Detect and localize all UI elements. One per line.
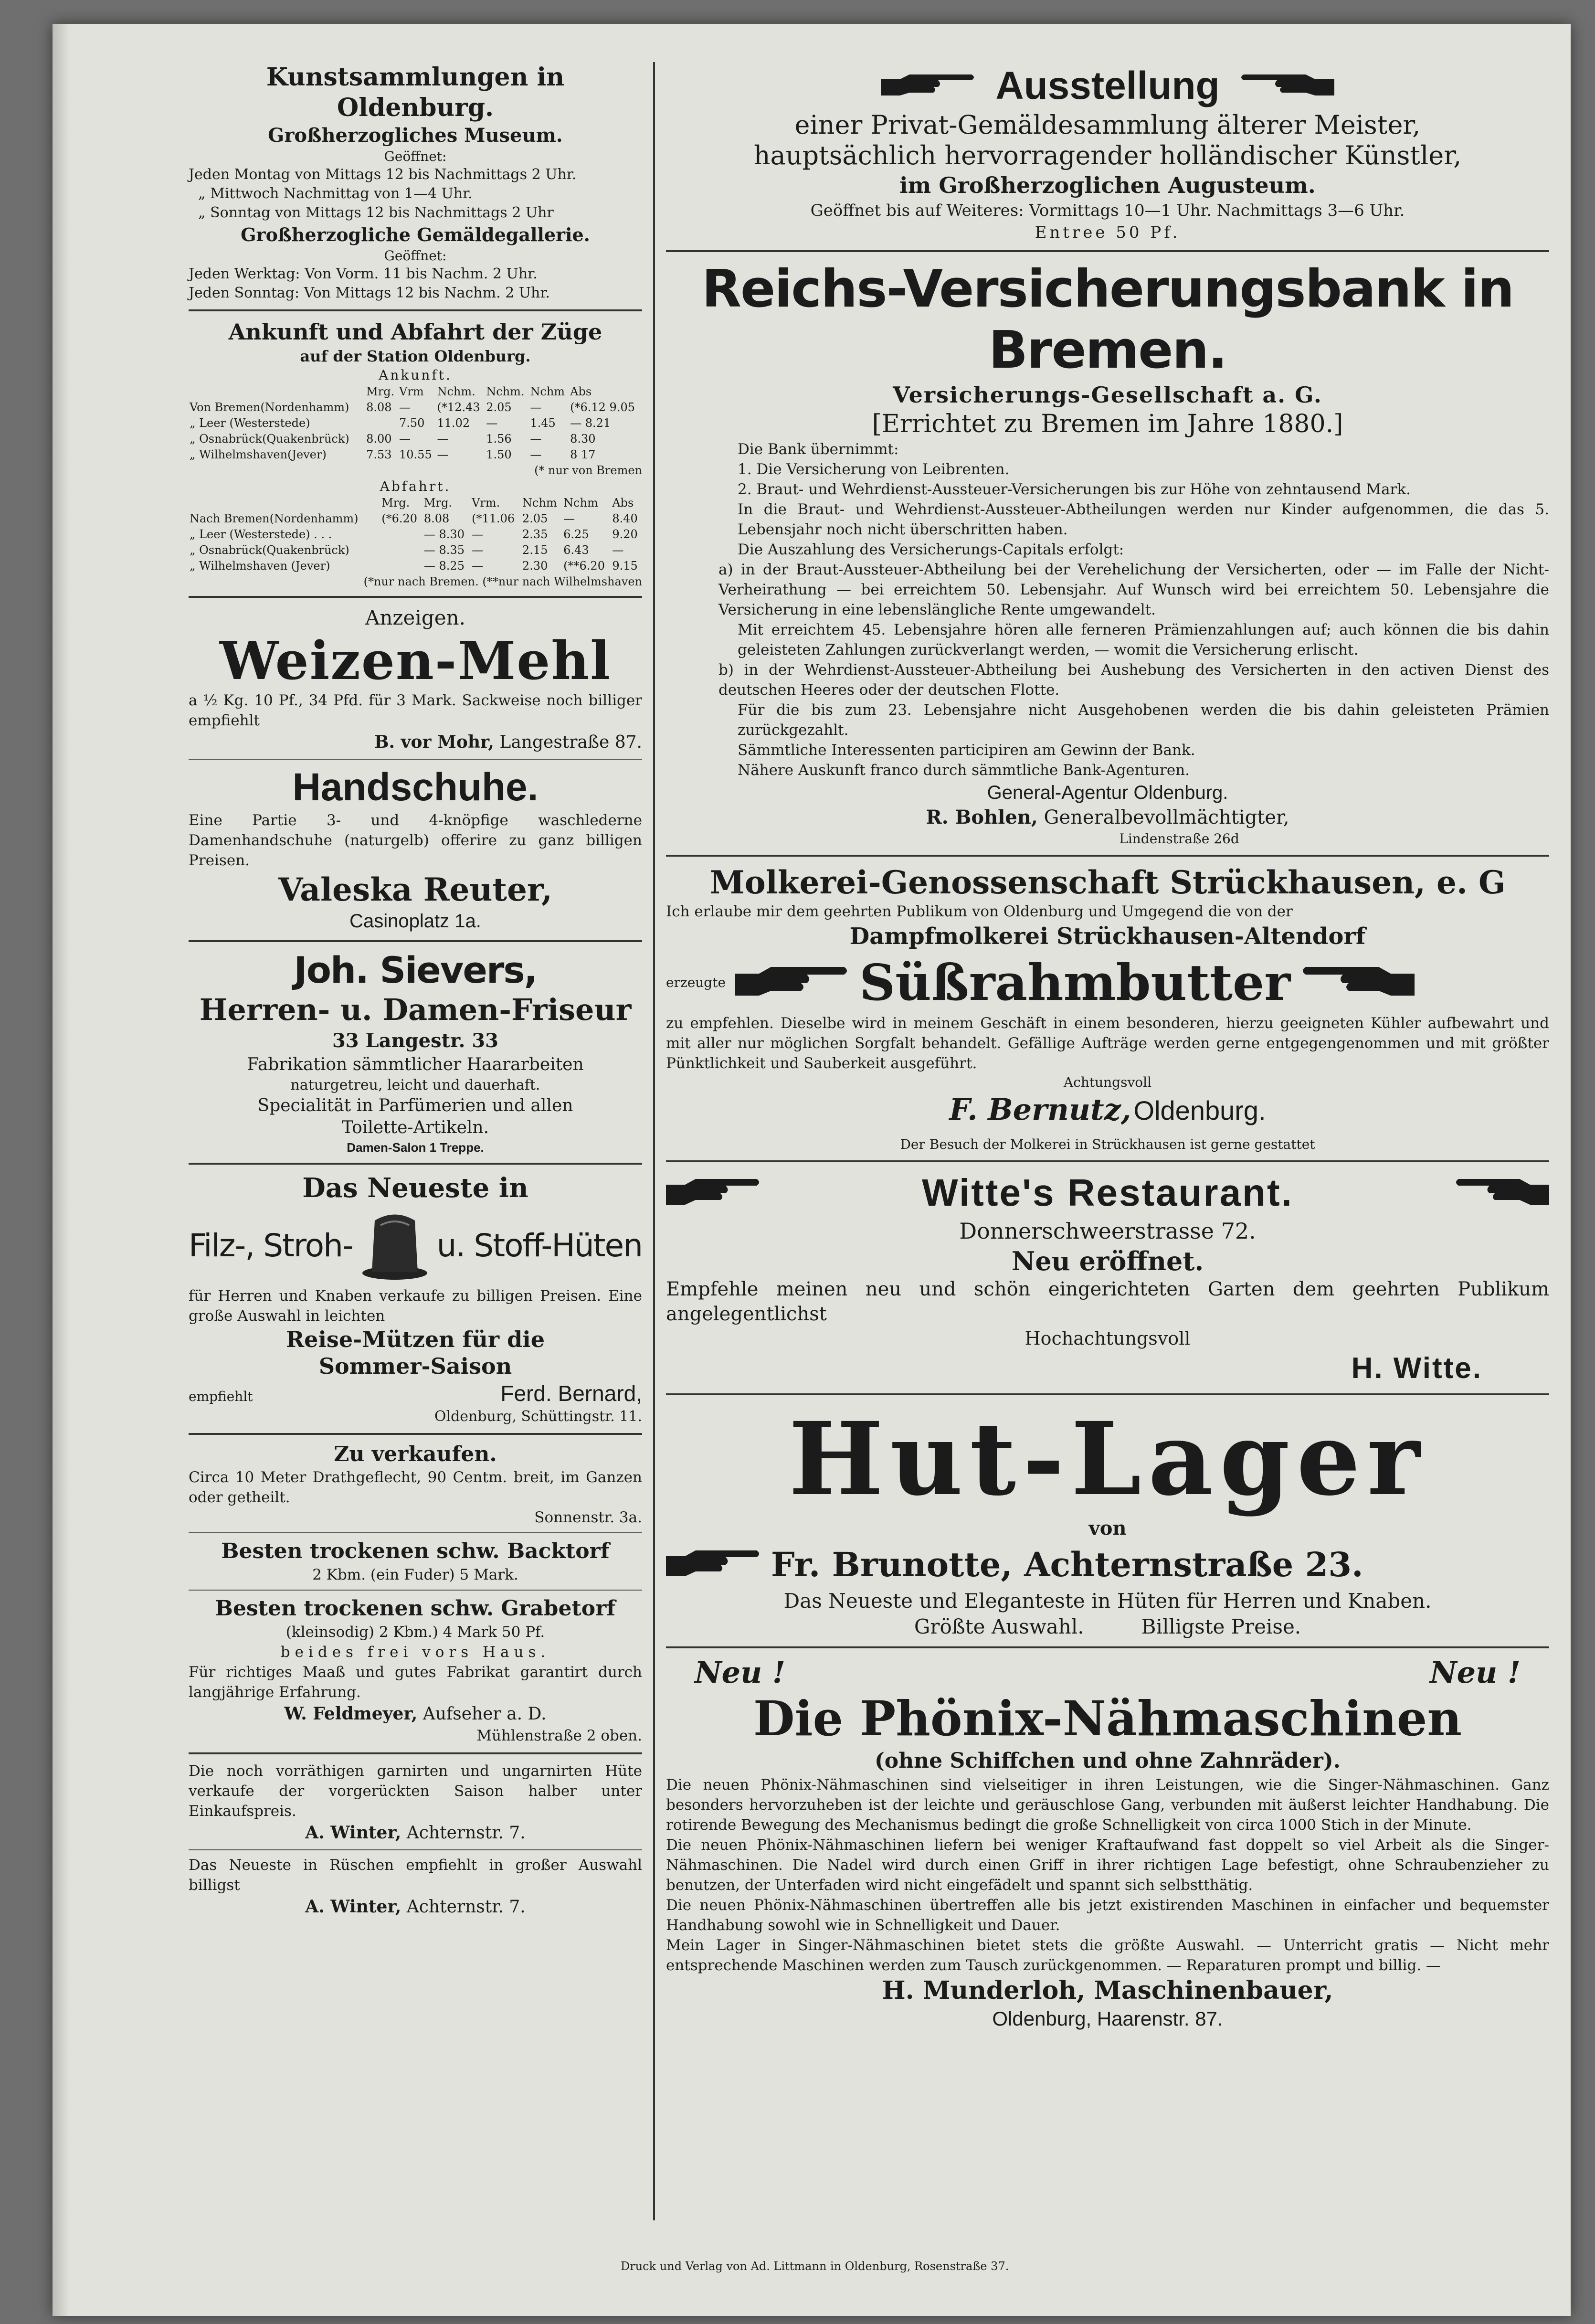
table-cell: — 8.30 [423,528,465,541]
grabetorf-frei: beides frei vors Haus. [280,1644,550,1661]
abfahrt-note: (*nur nach Bremen. (**nur nach Wilhelmshaven [363,575,642,588]
table-cell: — [486,416,498,430]
divider [666,1646,1549,1648]
weizen-addr: Langestraße 87. [499,732,642,752]
ankunft-label: Ankunft. [379,367,452,383]
sievers-line-2: naturgetreu, leicht und dauerhaft. [290,1077,540,1093]
sievers-line-1: Fabrikation sämmtlicher Haararbeiten [247,1055,584,1074]
reichs-p11: Nähere Auskunft franco durch sämmtliche Bank-Agenturen. [738,762,1190,779]
reichs-p10: Sämmtliche Interessenten participiren am Gewinn der Bank. [738,742,1195,759]
verkaufen-title: Zu verkaufen. [334,1442,497,1466]
grabetorf-garantie: Für richtiges Maaß und gutes Fabrikat garantirt durch langjährige Erfahrung. [189,1664,642,1701]
table-cell: — [472,559,484,573]
verkaufen-text: Circa 10 Meter Drathgeflecht, 90 Centm. breit, im Ganzen oder getheilt. [189,1469,642,1506]
feldmeyer-addr: Mühlenstraße 2 oben. [476,1727,642,1744]
reichs-est: [Errichtet zu Bremen im Jahre 1880.] [872,410,1343,438]
ausstellung-line-2: hauptsächlich hervorragender holländischer Künstler, [753,140,1462,170]
sievers-title: Herren- u. Damen-Friseur [199,992,632,1027]
witte-neu: Neu eröffnet. [1011,1246,1204,1276]
reichs-agent: General-Agentur Oldenburg. [987,782,1228,803]
pointing-hand-right-icon [735,962,850,1002]
table-cell: „ Osnabrück(Quakenbrück) [190,432,349,446]
table-cell: 2.35 [522,528,548,541]
sievers-name: Joh. Sievers, [294,949,537,991]
weizen-text: a ½ Kg. 10 Pf., 34 Pfd. für 3 Mark. Sackweise noch billiger empfiehlt [189,692,642,729]
kunst-ad [189,62,642,303]
brunotte-firm: Fr. Brunotte, Achternstraße 23. [771,1544,1363,1584]
bernutz-name: F. Bernutz, [949,1092,1131,1127]
galerie-line-2: Jeden Sonntag: Von Mittags 12 bis Nachm. 2 Uhr. [189,285,550,301]
table-cell [380,542,423,558]
feldmeyer-name: W. Feldmeyer, [284,1704,418,1724]
table-cell: 2.05 [486,401,512,414]
ausstellung-line-4: Geöffnet bis auf Weiteres: Vormittags 10—1 Uhr. Nachmittags 3—6 Uhr. [810,201,1405,220]
phoenix-ad [666,1655,1549,2032]
hueten-big-right: u. Stoff-Hüten [436,1227,642,1264]
witte-hoch: Hochachtungsvoll [1025,1328,1191,1349]
anzeigen-heading: Anzeigen. [365,606,465,629]
table-cell: (*6.20 [381,512,418,525]
molkerei-text: zu empfehlen. Dieselbe wird in meinem Geschäft in einem besonderen, hierzu geeigneten Kühler aufbewahrt und mit aller nur möglichen Sorgfalt behandelt. Gefällige Aufträge werden gerne entgegengenommen und mit größter Pünktlichkeit und Sauberkeit ausgeführt. [666,1015,1549,1072]
reichs-p2: 1. Die Versicherung von Leibrenten. [738,461,1010,478]
table-row [189,542,642,558]
table-cell: (**6.20 [563,559,605,573]
grabetorf-text: (kleinsodig) 2 Kbm.) 4 Mark 50 Pf. [285,1624,545,1641]
table-cell: (*11.06 [472,512,515,525]
table-cell: — [399,401,411,414]
divider [189,1532,642,1533]
table-cell: Nchm [563,496,598,509]
divider [189,759,642,760]
table-row [189,400,642,415]
divider [666,250,1549,252]
sievers-ad [189,949,642,1156]
table-cell [380,558,423,574]
divider [189,1849,642,1850]
divider [189,940,642,942]
reichs-ad [666,259,1549,848]
pointing-hand-left-icon [1300,962,1415,1002]
grabetorf-title: Besten trockenen schw. Grabetorf [215,1596,616,1621]
table-cell: 2.05 [522,512,548,525]
winter1-text: Die noch vorräthigen garnirten und ungarnirten Hüte verkaufe der vorgerückten Saison halber unter Einkaufspreis. [189,1762,642,1820]
reichs-sub: Versicherungs-Gesellschaft a. G. [893,382,1322,408]
grabetorf-ad [189,1595,642,1746]
reichs-p6: a) in der Braut-Aussteuer-Abtheilung bei der Verehelichung der Versicherten, oder — im Falle der Nicht-Verheirathung — bei erreichtem 50. Lebensjahr. Auf Wunsch wird bei erreichtem 50. Lebensjahre die Versicherung in eine lebenslängliche Rente umgewandelt. [718,561,1549,618]
printer-footer: Druck und Verlag von Ad. Littmann in Oldenburg, Rosenstraße 37. [621,2260,1009,2273]
table-cell: 8.00 [366,432,392,446]
handschuhe-title: Handschuhe. [292,765,539,809]
table-cell: „ Leer (Westerstede) . . . [190,528,332,541]
hutlager-title: Hut-Lager [788,1400,1427,1518]
phoenix-title: Die Phönix-Nähmaschinen [753,1690,1462,1747]
winter-ad-2 [189,1855,642,1919]
table-cell: Vrm [399,385,424,398]
ankunft-table [189,384,642,463]
phoenix-p1: Die neuen Phönix-Nähmaschinen sind vielseitiger in ihren Leistungen, wie die Singer-Nähmaschinen. Ganz besonders hervorzuheben ist der leichte und geräuschlose Gang, verbunden mit äußerst leichter Handhabung. Die rotirende Bewegung des Mechanismus bedingt die große Schnelligkeit von circa 1000 Stich in der Minute. [666,1776,1549,1834]
hueten-title: Das Neueste in [302,1172,528,1204]
backtorf-text: 2 Kbm. (ein Fuder) 5 Mark. [312,1566,518,1583]
table-cell: „ Leer (Westerstede) [190,416,310,430]
table-cell: Mrg. [423,496,452,509]
table-row [189,415,642,431]
table-cell [189,384,365,400]
handschuhe-ad [189,764,642,934]
bohlen-name: R. Bohlen, [926,806,1038,828]
table-cell: „ Wilhelmshaven (Jever) [190,559,330,573]
witte-name: H. Witte. [1351,1352,1482,1385]
ausstellung-line-3: im Großherzoglichen Augusteum. [899,172,1316,198]
right-column [666,62,1549,2032]
molkerei-line-2: Dampfmolkerei Strückhausen-Altendorf [849,923,1366,950]
hutlager-line-2b: Billigste Preise. [1141,1615,1301,1638]
table-cell: — [472,528,484,541]
zuege-title: Ankunft und Abfahrt der Züge [228,319,602,345]
table-cell: 7.53 [366,448,392,461]
winter-ad-1 [189,1761,642,1845]
divider [189,1433,642,1435]
winter2-text: Das Neueste in Rüschen empfiehlt in großer Auswahl billigst [189,1857,642,1894]
phoenix-p2: Die neuen Phönix-Nähmaschinen liefern bei weniger Kraftaufwand fast doppelt so viel Arbeit als die Singer-Nähmaschinen. Die Nadel wird durch einen Griff in ihrer richtigen Lage befestigt, ohne Schraubenzieher zu benutzen, der Unterfaden wird nicht eingefädelt und spannt sich selbstthätig. [666,1836,1549,1894]
witte-addr: Donnerschweerstrasse 72. [959,1218,1256,1244]
sievers-addr: 33 Langestr. 33 [332,1029,499,1052]
divider [666,855,1549,857]
table-cell: 8.40 [612,512,638,525]
table-cell: Mrg. [366,385,395,398]
table-cell: (*12.43 [437,401,480,414]
left-column [189,62,642,1919]
reuter-name: Valeska Reuter, [278,871,552,908]
table-cell: Mrg. [381,496,410,509]
winter1-addr: Achternstr. 7. [406,1823,526,1843]
sievers-line-4: Toilette-Artikeln. [341,1118,489,1137]
phoenix-p3: Die neuen Phönix-Nähmaschinen übertreffen alle bis jetzt existirenden Maschinen in einfacher und bequemster Handhabung sowohl wie in Schnelligkeit und Dauer. [666,1897,1549,1934]
phoenix-p4: Mein Lager in Singer-Nähmaschinen bietet stets die größte Auswahl. — Unterricht gratis — Nicht mehr entsprechende Maschinen werden zum Tausch zurückgenommen. — Reparaturen prompt und billig. — [666,1937,1549,1974]
witte-text: Empfehle meinen neu und schön eingerichteten Garten dem geehrten Publikum angelegentlichst [666,1278,1549,1325]
bernard-name: Ferd. Bernard, [500,1381,642,1406]
verkaufen-addr: Sonnenstr. 3a. [534,1509,642,1526]
divider [666,1160,1549,1162]
winter1-name: A. Winter, [305,1823,401,1843]
table-cell: — [530,401,542,414]
table-cell: 9.15 [612,559,638,573]
munderloh-addr: Oldenburg, Haarenstr. 87. [992,2007,1223,2030]
museum-line-3: „ Sonntag von Mittags 12 bis Nachmittags 2 Uhr [198,204,554,221]
divider [189,1590,642,1591]
table-cell: — 8.35 [423,543,465,557]
table-cell: 7.50 [399,416,425,430]
table-cell: Nchm [522,496,557,509]
table-row [189,558,642,574]
bernard-empf: empfiehlt [189,1389,253,1404]
abfahrt-table [189,495,642,574]
table-cell: 11.02 [437,416,470,430]
page-edge [53,24,70,2316]
table-cell: 1.50 [486,448,512,461]
muetzen-line-1: Reise-Mützen für die [285,1326,545,1352]
muetzen-line-2: Sommer-Saison [318,1353,512,1379]
table-row [189,384,642,400]
reichs-p7: Mit erreichtem 45. Lebensjahre hören alle ferneren Prämienzahlungen auf; auch können die bis dahin geleisteten Zahlungen zurückverlangt werden, — womit die Versicherung erlischt. [738,621,1549,658]
table-cell: 8.30 [570,432,596,446]
weizen-ad [189,631,642,754]
table-cell: — [563,512,575,525]
table-cell: 10.55 [399,448,432,461]
table-cell: Von Bremen(Nordenhamm) [190,401,349,414]
phoenix-sub: (ohne Schiffchen und ohne Zahnräder). [874,1749,1341,1773]
reichs-p1: Die Bank übernimmt: [738,441,899,458]
table-cell [365,415,398,431]
ausstellung-line-1: einer Privat-Gemäldesammlung älterer Meister, [794,110,1421,140]
ausstellung-ad [666,62,1549,244]
divider [666,1393,1549,1395]
verkaufen-ad [189,1442,642,1528]
divider [189,309,642,311]
bernutz-city: Oldenburg. [1133,1095,1266,1125]
table-cell: Vrm. [472,496,500,509]
witte-ad [666,1169,1549,1387]
sievers-salon: Damen-Salon 1 Treppe. [347,1140,484,1155]
butter-title: Süßrahmbutter [859,953,1291,1012]
table-cell: 2.15 [522,543,548,557]
pointing-hand-left-icon [1239,71,1334,101]
reichs-p4: In die Braut- und Wehrdienst-Aussteuer-Abtheilungen werden nur Kinder aufgenommen, die das 5. Lebensjahr noch nicht überschritten haben. [738,501,1549,538]
column-divider [653,62,655,2220]
table-cell: — [437,432,449,446]
kunst-title: Kunstsammlungen in Oldenburg. [266,63,565,122]
abfahrt-label: Abfahrt. [380,478,451,494]
table-cell: — [530,432,542,446]
table-cell: 8.08 [423,512,450,525]
hueten-ad [189,1171,642,1426]
reichs-title: Reichs-Versicherungsbank in Bremen. [701,259,1514,380]
weizen-title: Weizen-Mehl [220,630,611,691]
phoenix-neu-right: Neu ! [1430,1655,1521,1690]
hueten-big-left: Filz-, Stroh- [189,1227,353,1264]
hutlager-line-1: Das Neueste und Eleganteste in Hüten für Herren und Knaben. [783,1589,1432,1613]
bohlen-addr: Lindenstraße 26d [1119,831,1239,847]
hutlager-ad [666,1402,1549,1640]
table-cell: Nchm. [486,385,525,398]
table-cell: 8.08 [366,401,392,414]
galerie-title: Großherzogliche Gemäldegallerie. [241,224,590,245]
table-cell: Abs [612,496,634,509]
reuter-addr: Casinoplatz 1a. [349,911,481,932]
table-cell: „ Osnabrück(Quakenbrück) [190,543,349,557]
witte-title: Witte's Restaurant. [922,1171,1293,1214]
table-row [189,511,642,527]
table-cell: — [437,448,449,461]
museum-line-2: „ Mittwoch Nachmittag von 1—4 Uhr. [198,185,473,202]
pointing-hand-right-icon [666,1547,761,1582]
munderloh-name: H. Munderloh, Maschinenbauer, [882,1976,1333,2005]
table-cell: 1.56 [486,432,512,446]
table-cell: 9.20 [612,528,638,541]
galerie-line-1: Jeden Werktag: Von Vorm. 11 bis Nachm. 2 Uhr. [189,265,538,282]
zuege-subtitle: auf der Station Oldenburg. [300,347,531,365]
reichs-p5: Die Auszahlung des Versicherungs-Capitals erfolgt: [738,541,1124,558]
sievers-line-3: Specialität in Parfümerien und allen [257,1096,573,1115]
table-cell: Nchm. [437,385,475,398]
divider [189,596,642,598]
table-row [189,495,642,511]
bohlen-job: Generalbevollmächtigter, [1044,807,1289,828]
backtorf-title: Besten trockenen schw. Backtorf [221,1539,610,1563]
pointing-hand-left-icon [1454,1175,1549,1210]
divider [189,1752,642,1754]
table-cell: „ Wilhelmshaven(Jever) [190,448,327,461]
backtorf-ad [189,1538,642,1585]
hutlager-line-2a: Größte Auswahl. [914,1615,1084,1638]
molkerei-erzeugte: erzeugte [666,974,726,990]
table-cell: Nchm [530,385,565,398]
museum-title: Großherzogliches Museum. [268,124,563,147]
museum-line-1: Jeden Montag von Mittags 12 bis Nachmittags 2 Uhr. [189,166,577,183]
pointing-hand-right-icon [666,1175,761,1210]
table-cell [189,495,380,511]
molkerei-title: Molkerei-Genossenschaft Strückhausen, e. G [709,864,1506,901]
table-cell: — 8.25 [423,559,465,573]
table-row [189,431,642,447]
hueten-text: für Herren und Knaben verkaufe zu billigen Preisen. Eine große Auswahl in leichten [189,1287,642,1325]
hutlager-von: von [1088,1517,1127,1539]
table-cell: — [399,432,411,446]
top-hat-icon [361,1206,428,1284]
table-cell: — [530,448,542,461]
table-cell: — 8.21 [570,416,611,430]
table-cell: Nach Bremen(Nordenhamm) [190,512,359,525]
divider [189,1163,642,1165]
ausstellung-title: Ausstellung [995,64,1220,107]
bernard-addr: Oldenburg, Schüttingstr. 11. [434,1408,642,1425]
museum-open: Geöffnet: [384,149,447,164]
phoenix-neu-left: Neu ! [695,1655,785,1690]
table-cell: (*6.12 9.05 [570,401,635,414]
table-cell: 6.43 [563,543,589,557]
molkerei-note: Der Besuch der Molkerei in Strückhausen ist gerne gestattet [900,1136,1315,1152]
table-row [189,447,642,463]
ausstellung-line-5: Entree 50 Pf. [1035,223,1181,242]
reichs-p3: 2. Braut- und Wehrdienst-Aussteuer-Versicherungen bis zur Höhe von zehntausend Mark. [738,481,1411,498]
reichs-p9: Für die bis zum 23. Lebensjahre nicht Ausgehobenen werden die bis dahin geleisteten Prämien zurückgezahlt. [738,701,1549,739]
table-cell: 6.25 [563,528,589,541]
feldmeyer-job: Aufseher a. D. [423,1704,547,1724]
table-cell: 2.30 [522,559,548,573]
winter2-addr: Achternstr. 7. [406,1897,526,1917]
ankunft-note: (* nur von Bremen [534,464,642,477]
table-cell: 8 17 [570,448,596,461]
table-cell: — [612,543,624,557]
zuege-ad [189,318,642,589]
handschuhe-text: Eine Partie 3- und 4-knöpfige waschlederne Damenhandschuhe (naturgelb) offerire zu ganz billigen Preisen. [189,812,642,869]
weizen-firm: B. vor Mohr, [374,732,494,752]
reichs-p8: b) in der Wehrdienst-Aussteuer-Abtheilung bei Aushebung des Versicherten in den activen Dienst des deutschen Heeres oder der deutschen Flotte. [718,661,1549,699]
winter2-name: A. Winter, [305,1897,401,1917]
table-cell: 1.45 [530,416,556,430]
table-cell: — [472,543,484,557]
galerie-open: Geöffnet: [384,248,447,264]
molkerei-line-1: Ich erlaube mir dem geehrten Publikum von Oldenburg und Umgegend die von der [666,903,1293,920]
table-cell: Abs [570,385,592,398]
molkerei-ad [666,863,1549,1154]
molkerei-achtung: Achtungsvoll [1063,1074,1152,1090]
pointing-hand-right-icon [881,71,976,101]
table-row [189,527,642,542]
table-cell [380,527,423,542]
